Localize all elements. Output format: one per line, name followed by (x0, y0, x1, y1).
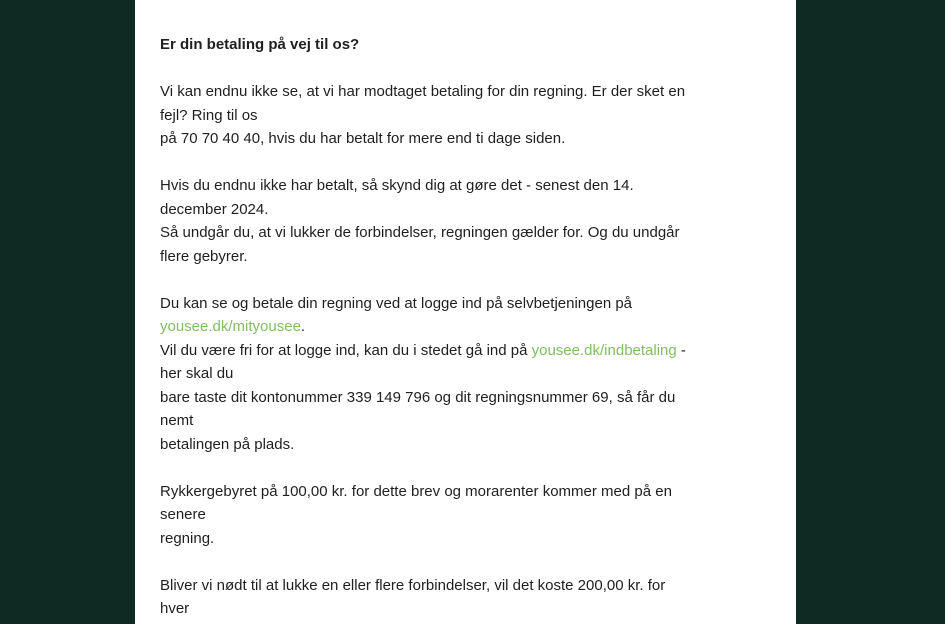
text-line: Så undgår du, at vi lukker de forbindelser, regningen gælder for. Og du undgår (160, 224, 680, 241)
paragraph-reminder-fee (160, 480, 770, 551)
paragraph-spacer (160, 550, 770, 574)
text-line: Bliver vi nødt til at lukke en eller flere forbindelser, vil det koste 200,00 kr. for (160, 576, 666, 594)
text-segment: Vil du være fri for at logge ind, kan du i stedet gå ind på (160, 341, 532, 359)
indbetaling-link[interactable]: yousee.dk/indbetaling (531, 341, 677, 359)
text-line: hver (160, 600, 190, 617)
text-line: Rykkergebyret på 100,00 kr. for dette brev og morarenter kommer med på en (160, 482, 672, 500)
text-line: nemt (160, 412, 194, 429)
paragraph-closing-fee (160, 574, 770, 621)
letter-heading: Er din betaling på vej til os? (160, 36, 360, 53)
paragraph-how-to-pay (160, 292, 770, 457)
text-line: på 70 70 40 40, hvis du har betalt for mere end ti dage siden. (160, 130, 566, 147)
paragraph-spacer (160, 456, 770, 480)
mityousee-link[interactable]: yousee.dk/mityousee (160, 318, 301, 335)
text-line: flere gebyrer. (160, 247, 248, 265)
paragraph-payment-not-received (160, 80, 770, 151)
text-line: Vi kan endnu ikke se, at vi har modtaget betaling for din regning. Er der sket en (160, 83, 686, 100)
text-line (160, 315, 770, 339)
text-line: Hvis du endnu ikke har betalt, så skynd dig at gøre det - senest den 14. (160, 177, 634, 194)
text-line: fejl? Ring til os (160, 106, 258, 124)
text-line: regning. (160, 529, 215, 547)
link-suffix: . (300, 318, 306, 335)
text-line: Du kan se og betale din regning ved at logge ind på selvbetjeningen på (160, 294, 633, 312)
left-background-panel (0, 0, 135, 624)
letter-body (160, 33, 770, 621)
paragraph-spacer (160, 268, 770, 292)
paragraph-spacer (160, 151, 770, 175)
paragraph-spacer (160, 57, 770, 81)
text-line: december 2024. (160, 200, 269, 218)
text-segment: - (676, 341, 686, 359)
right-background-panel (796, 0, 945, 624)
text-line: betalingen på plads. (160, 435, 295, 453)
text-line (160, 339, 770, 363)
paragraph-deadline (160, 174, 770, 268)
letter-page (135, 0, 796, 624)
text-line: her skal du (160, 365, 234, 382)
text-line: bare taste dit kontonummer 339 149 796 og dit regningsnummer 69, så får du (160, 388, 676, 406)
text-line: senere (160, 506, 206, 523)
